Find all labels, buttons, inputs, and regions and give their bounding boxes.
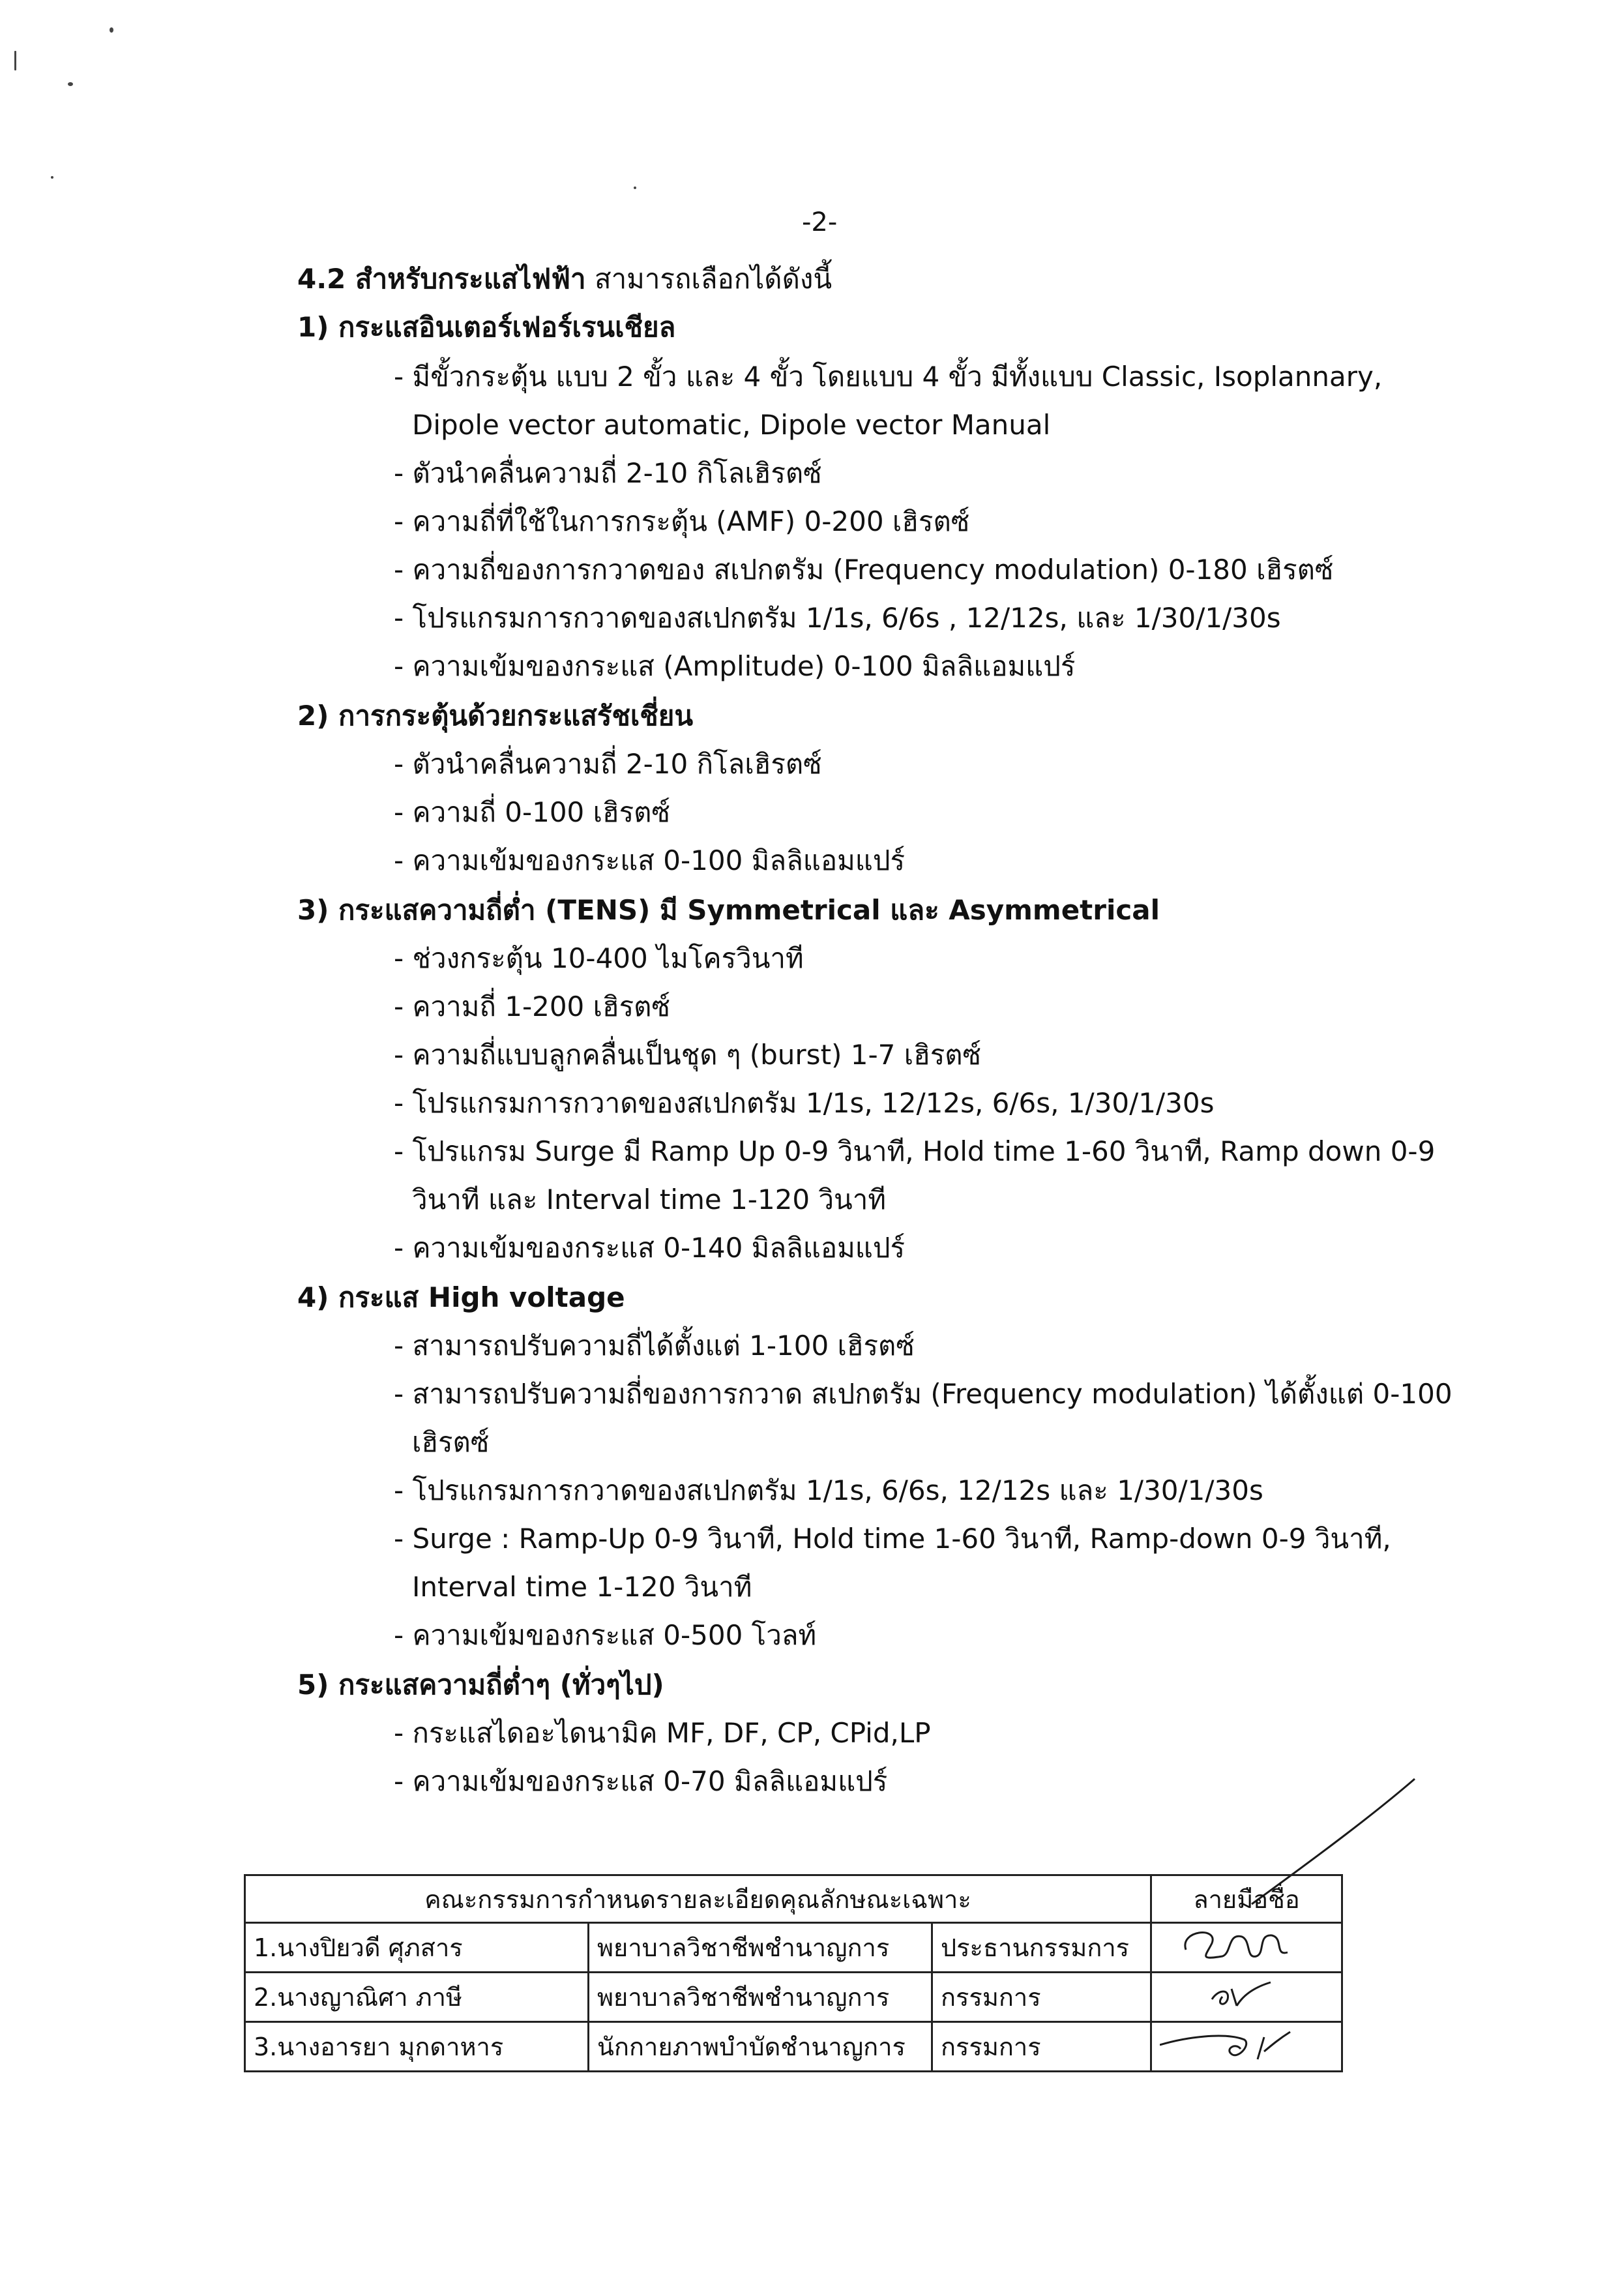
list-item: - ความถี่ 1-200 เฮิรตซ์ bbox=[394, 991, 670, 1022]
list-item: - ความถี่ 0-100 เฮิรตซ์ bbox=[394, 796, 670, 828]
list-item: - ตัวนำคลื่นความถี่ 2-10 กิโลเฮิรตซ์ bbox=[394, 748, 822, 780]
table-row bbox=[245, 1923, 1342, 1973]
page-number: -2- bbox=[802, 207, 838, 237]
list-item-continued: วินาที และ Interval time 1-120 วินาที bbox=[412, 1184, 887, 1215]
list-item: - ความเข้มของกระแส (Amplitude) 0-100 มิลลิแอมแปร์ bbox=[394, 650, 1076, 682]
list-item-continued: Interval time 1-120 วินาที bbox=[412, 1571, 752, 1603]
member-role: ประธานกรรมการ bbox=[932, 1923, 1151, 1973]
section-heading-main: 4.2 สำหรับกระแสไฟฟ้า bbox=[297, 263, 586, 295]
list-item: - ช่วงกระตุ้น 10-400 ไมโครวินาที bbox=[394, 942, 804, 974]
member-position: พยาบาลวิชาชีพชำนาญการ bbox=[589, 1973, 932, 2022]
list-item: - โปรแกรม Surge มี Ramp Up 0-9 วินาที, Hold time 1-60 วินาที, Ramp down 0-9 bbox=[394, 1135, 1436, 1167]
member-name: 3.นางอารยา มุกดาหาร bbox=[245, 2022, 589, 2072]
list-item: - โปรแกรมการกวาดของสเปกตรัม 1/1s, 6/6s , 12/12s, และ 1/30/1/30s bbox=[394, 602, 1281, 634]
list-item: - สามารถปรับความถี่ของการกวาด สเปกตรัม (Frequency modulation) ได้ตั้งแต่ 0-100 bbox=[394, 1378, 1452, 1410]
scan-speck bbox=[68, 82, 73, 86]
list-item: - ความเข้มของกระแส 0-100 มิลลิแอมแปร์ bbox=[394, 844, 906, 876]
list-item: - ความเข้มของกระแส 0-500 โวลท์ bbox=[394, 1619, 817, 1651]
list-item-continued: Dipole vector automatic, Dipole vector Manual bbox=[412, 409, 1051, 441]
list-item: - โปรแกรมการกวาดของสเปกตรัม 1/1s, 6/6s, 12/12s และ 1/30/1/30s bbox=[394, 1474, 1263, 1506]
signature-cell bbox=[1151, 2022, 1342, 2072]
signature-header: ลายมือชื่อ bbox=[1151, 1875, 1342, 1923]
section-heading-rest: สามารถเลือกได้ดังนี้ bbox=[585, 263, 833, 295]
list-item: - ตัวนำคลื่นความถี่ 2-10 กิโลเฮิรตซ์ bbox=[394, 457, 822, 489]
subsection-title: 2) การกระตุ้นด้วยกระแสรัชเชี่ยน bbox=[297, 700, 694, 732]
list-item-continued: เฮิรตซ์ bbox=[412, 1426, 490, 1458]
table-row bbox=[245, 2022, 1342, 2072]
committee-header-row bbox=[245, 1875, 1342, 1923]
member-name: 1.นางปิยวดี ศุภสาร bbox=[245, 1923, 589, 1973]
list-item: - โปรแกรมการกวาดของสเปกตรัม 1/1s, 12/12s, 6/6s, 1/30/1/30s bbox=[394, 1087, 1215, 1119]
signature-2 bbox=[1160, 1973, 1316, 2015]
scan-speck bbox=[634, 186, 636, 189]
committee-header: คณะกรรมการกำหนดรายละเอียดคุณลักษณะเฉพาะ bbox=[245, 1875, 1151, 1923]
list-item: - กระแสไดอะไดนามิค MF, DF, CP, CPid,LP bbox=[394, 1717, 931, 1749]
list-item: - ความถี่แบบลูกคลื่นเป็นชุด ๆ (burst) 1-7 เฮิรตซ์ bbox=[394, 1039, 982, 1071]
scan-speck bbox=[110, 27, 113, 33]
subsection-title: 5) กระแสความถี่ต่ำๆ (ทั่วๆไป) bbox=[297, 1669, 664, 1701]
list-item: - มีขั้วกระตุ้น แบบ 2 ขั้ว และ 4 ขั้ว โดยแบบ 4 ขั้ว มีทั้งแบบ Classic, Isoplannary, bbox=[394, 361, 1383, 393]
list-item: - ความถี่ที่ใช้ในการกระตุ้น (AMF) 0-200 เฮิรตซ์ bbox=[394, 505, 970, 537]
list-item: - ความเข้มของกระแส 0-70 มิลลิแอมแปร์ bbox=[394, 1765, 888, 1797]
subsection-title: 1) กระแสอินเตอร์เฟอร์เรนเชียล bbox=[297, 311, 676, 343]
member-position: นักกายภาพบำบัดชำนาญการ bbox=[589, 2022, 932, 2072]
scan-speck bbox=[14, 51, 16, 70]
signature-1 bbox=[1160, 1924, 1316, 1965]
member-name: 2.นางญาณิศา ภาษี bbox=[245, 1973, 589, 2022]
signature-cell bbox=[1151, 1923, 1342, 1973]
subsection-title: 4) กระแส High voltage bbox=[297, 1281, 625, 1313]
subsection-title: 3) กระแสความถี่ต่ำ (TENS) มี Symmetrical และ Asymmetrical bbox=[297, 894, 1160, 926]
list-item: - ความเข้มของกระแส 0-140 มิลลิแอมแปร์ bbox=[394, 1232, 906, 1264]
table-row bbox=[245, 1973, 1342, 2022]
list-item: - Surge : Ramp-Up 0-9 วินาที, Hold time 1-60 วินาที, Ramp-down 0-9 วินาที, bbox=[394, 1523, 1391, 1555]
list-item: - สามารถปรับความถี่ได้ตั้งแต่ 1-100 เฮิรตซ์ bbox=[394, 1330, 915, 1362]
signature-3 bbox=[1160, 2023, 1316, 2065]
member-role: กรรมการ bbox=[932, 1973, 1151, 2022]
committee-table bbox=[244, 1874, 1343, 2072]
member-role: กรรมการ bbox=[932, 2022, 1151, 2072]
section-heading bbox=[297, 260, 832, 299]
scan-speck bbox=[51, 176, 53, 179]
member-position: พยาบาลวิชาชีพชำนาญการ bbox=[589, 1923, 932, 1973]
signature-cell bbox=[1151, 1973, 1342, 2022]
list-item: - ความถี่ของการกวาดของ สเปกตรัม (Frequency modulation) 0-180 เฮิรตซ์ bbox=[394, 554, 1334, 586]
